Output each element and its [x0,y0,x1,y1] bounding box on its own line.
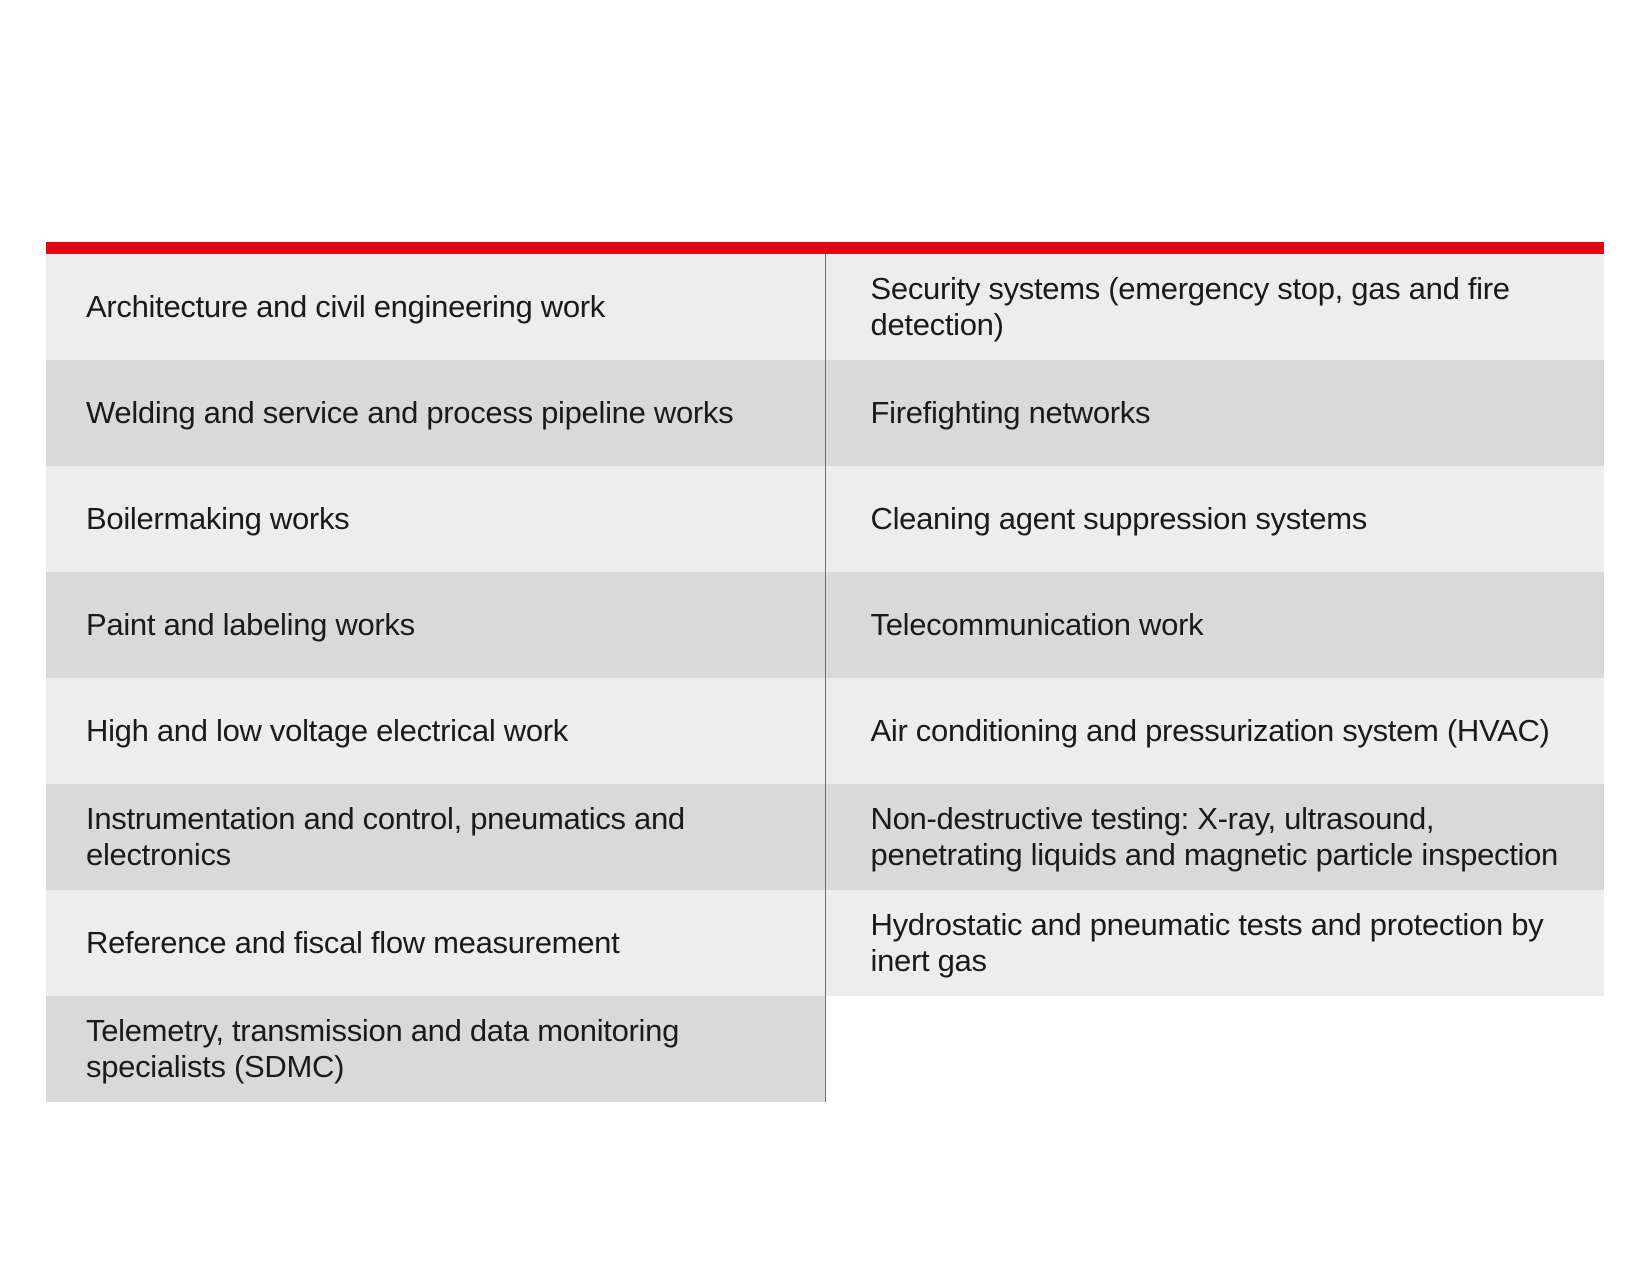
table-row [46,890,825,996]
table-top-accent-rule [46,242,1604,254]
table-cell: Welding and service and process pipeline works [86,395,734,430]
table-cell: Instrumentation and control, pneumatics and electronics [86,801,685,872]
table-row [46,254,825,360]
table-cell: Architecture and civil engineering work [86,289,606,324]
table-cell: Cleaning agent suppression systems [870,501,1367,536]
table-cell: Boilermaking works [86,501,350,536]
table-row [46,360,825,466]
right-column [825,254,1605,1102]
table-cell: Security systems (emergency stop, gas and fire detection) [870,271,1510,342]
services-table [46,242,1604,1102]
table-row [46,466,825,572]
left-column [46,254,825,1102]
table-row [826,890,1605,996]
table-row [46,784,825,890]
table-row [46,996,825,1102]
table-cell: Air conditioning and pressurization system (HVAC) [870,713,1550,748]
table-cell: Paint and labeling works [86,607,415,642]
table-row [826,572,1605,678]
table-cell: Firefighting networks [870,395,1151,430]
table-cell: Telemetry, transmission and data monitoring specialists (SDMC) [86,1013,680,1084]
table-grid [46,254,1604,1102]
table-row-empty [826,996,1605,1102]
table-row [826,678,1605,784]
table-row [46,572,825,678]
table-row [826,254,1605,360]
table-row [826,466,1605,572]
table-row [826,784,1605,890]
table-cell: Reference and fiscal flow measurement [86,925,620,960]
table-cell: Telecommunication work [870,607,1204,642]
table-row [46,678,825,784]
table-row [826,360,1605,466]
table-cell: Hydrostatic and pneumatic tests and protection by inert gas [870,907,1544,978]
table-cell: High and low voltage electrical work [86,713,568,748]
table-cell: Non-destructive testing: X-ray, ultrasound, penetrating liquids and magnetic particle inspection [870,801,1559,872]
